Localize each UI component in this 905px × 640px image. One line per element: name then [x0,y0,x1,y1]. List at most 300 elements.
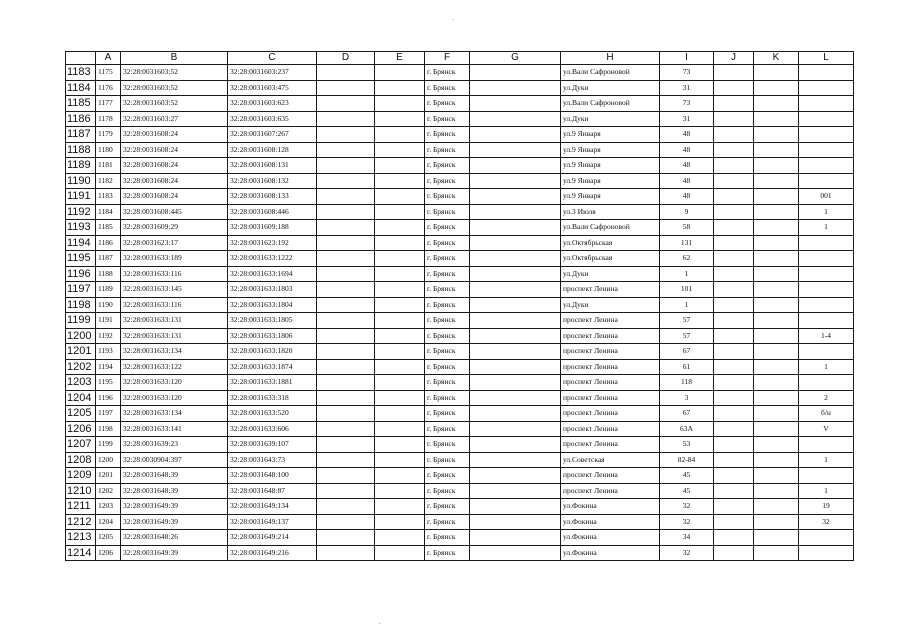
cell-h[interactable]: ул.Октябрьская [561,235,660,251]
cell-h[interactable]: ул.Фокина [561,499,660,515]
cell-g[interactable] [470,328,561,344]
cell-l[interactable] [799,173,854,189]
cell-j[interactable] [714,127,754,143]
cell-g[interactable] [470,251,561,267]
cell-h[interactable]: ул.Дуки [561,80,660,96]
cell-d[interactable] [317,313,375,329]
row-number[interactable]: 1189 [66,158,96,174]
cell-g[interactable] [470,142,561,158]
cell-b[interactable]: 32:28:0031603:52 [121,80,228,96]
row-number[interactable]: 1194 [66,235,96,251]
cell-d[interactable] [317,204,375,220]
cell-g[interactable] [470,313,561,329]
cell-l[interactable] [799,313,854,329]
cell-f[interactable]: г. Брянск [425,421,470,437]
cell-d[interactable] [317,406,375,422]
cell-h[interactable]: проспект Ленина [561,328,660,344]
column-header-f[interactable]: F [425,52,470,65]
cell-a[interactable]: 1177 [96,96,121,112]
cell-a[interactable]: 1202 [96,483,121,499]
row-number[interactable]: 1206 [66,421,96,437]
cell-k[interactable] [754,266,799,282]
cell-g[interactable] [470,483,561,499]
cell-d[interactable] [317,158,375,174]
cell-c[interactable]: 32:28:0031633:1803 [228,282,317,298]
cell-i[interactable]: 32 [660,499,714,515]
cell-h[interactable]: проспект Ленина [561,437,660,453]
cell-l[interactable] [799,437,854,453]
cell-k[interactable] [754,468,799,484]
cell-a[interactable]: 1193 [96,344,121,360]
cell-l[interactable] [799,344,854,360]
cell-k[interactable] [754,359,799,375]
cell-k[interactable] [754,406,799,422]
cell-c[interactable]: 32:28:0031608:128 [228,142,317,158]
cell-e[interactable] [375,266,425,282]
cell-j[interactable] [714,251,754,267]
cell-f[interactable]: г. Брянск [425,313,470,329]
cell-c[interactable]: 32:28:0031633:1694 [228,266,317,282]
cell-d[interactable] [317,127,375,143]
cell-j[interactable] [714,96,754,112]
row-number[interactable]: 1205 [66,406,96,422]
cell-d[interactable] [317,96,375,112]
cell-d[interactable] [317,452,375,468]
column-header-k[interactable]: K [754,52,799,65]
cell-d[interactable] [317,173,375,189]
cell-a[interactable]: 1181 [96,158,121,174]
cell-c[interactable]: 32:28:0031648:100 [228,468,317,484]
cell-h[interactable]: ул.Октябрьская [561,251,660,267]
cell-f[interactable]: г. Брянск [425,344,470,360]
cell-k[interactable] [754,251,799,267]
cell-a[interactable]: 1196 [96,390,121,406]
cell-e[interactable] [375,235,425,251]
cell-f[interactable]: г. Брянск [425,127,470,143]
cell-k[interactable] [754,344,799,360]
cell-l[interactable] [799,65,854,81]
cell-k[interactable] [754,111,799,127]
cell-h[interactable]: ул.9 Января [561,189,660,205]
cell-l[interactable]: V [799,421,854,437]
cell-e[interactable] [375,328,425,344]
cell-e[interactable] [375,111,425,127]
cell-a[interactable]: 1188 [96,266,121,282]
cell-a[interactable]: 1187 [96,251,121,267]
cell-l[interactable] [799,80,854,96]
row-number[interactable]: 1211 [66,499,96,515]
cell-k[interactable] [754,158,799,174]
row-number[interactable]: 1188 [66,142,96,158]
cell-l[interactable] [799,375,854,391]
cell-b[interactable]: 32:28:0031633:131 [121,313,228,329]
cell-l[interactable]: 1 [799,452,854,468]
cell-i[interactable]: 73 [660,65,714,81]
cell-l[interactable] [799,142,854,158]
cell-k[interactable] [754,80,799,96]
cell-j[interactable] [714,204,754,220]
cell-f[interactable]: г. Брянск [425,142,470,158]
cell-b[interactable]: 32:28:0031608:24 [121,173,228,189]
cell-c[interactable]: 32:28:0031633:318 [228,390,317,406]
cell-b[interactable]: 32:28:0031633:134 [121,344,228,360]
cell-e[interactable] [375,80,425,96]
row-number[interactable]: 1183 [66,65,96,81]
cell-i[interactable]: 1 [660,297,714,313]
cell-a[interactable]: 1175 [96,65,121,81]
cell-b[interactable]: 32:28:0031608:24 [121,142,228,158]
cell-d[interactable] [317,266,375,282]
cell-f[interactable]: г. Брянск [425,158,470,174]
cell-i[interactable]: 48 [660,142,714,158]
cell-b[interactable]: 32:28:0031603:52 [121,65,228,81]
cell-a[interactable]: 1195 [96,375,121,391]
cell-f[interactable]: г. Брянск [425,514,470,530]
cell-g[interactable] [470,282,561,298]
cell-f[interactable]: г. Брянск [425,483,470,499]
row-number[interactable]: 1193 [66,220,96,236]
cell-i[interactable]: 1 [660,266,714,282]
cell-j[interactable] [714,545,754,561]
cell-i[interactable]: 45 [660,468,714,484]
cell-d[interactable] [317,142,375,158]
cell-a[interactable]: 1192 [96,328,121,344]
cell-e[interactable] [375,390,425,406]
cell-j[interactable] [714,220,754,236]
cell-g[interactable] [470,344,561,360]
cell-j[interactable] [714,173,754,189]
cell-e[interactable] [375,127,425,143]
cell-b[interactable]: 32:28:0031633:116 [121,297,228,313]
cell-h[interactable]: проспект Ленина [561,375,660,391]
cell-i[interactable]: 48 [660,189,714,205]
cell-e[interactable] [375,359,425,375]
cell-g[interactable] [470,421,561,437]
cell-k[interactable] [754,127,799,143]
cell-d[interactable] [317,514,375,530]
cell-g[interactable] [470,530,561,546]
cell-b[interactable]: 32:28:0031648:39 [121,468,228,484]
cell-l[interactable] [799,266,854,282]
cell-c[interactable]: 32:28:0031649:214 [228,530,317,546]
cell-g[interactable] [470,204,561,220]
cell-l[interactable] [799,530,854,546]
cell-e[interactable] [375,297,425,313]
cell-b[interactable]: 32:28:0031633:134 [121,406,228,422]
cell-b[interactable]: 32:28:0031639:23 [121,437,228,453]
cell-d[interactable] [317,483,375,499]
cell-h[interactable]: проспект Ленина [561,390,660,406]
cell-g[interactable] [470,266,561,282]
cell-k[interactable] [754,297,799,313]
cell-f[interactable]: г. Брянск [425,406,470,422]
cell-c[interactable]: 32:28:0031608:132 [228,173,317,189]
cell-f[interactable]: г. Брянск [425,173,470,189]
cell-a[interactable]: 1184 [96,204,121,220]
cell-f[interactable]: г. Брянск [425,297,470,313]
cell-e[interactable] [375,220,425,236]
cell-a[interactable]: 1176 [96,80,121,96]
cell-d[interactable] [317,251,375,267]
cell-i[interactable]: 48 [660,158,714,174]
cell-a[interactable]: 1182 [96,173,121,189]
cell-j[interactable] [714,499,754,515]
cell-h[interactable]: ул.9 Января [561,173,660,189]
cell-g[interactable] [470,235,561,251]
cell-e[interactable] [375,173,425,189]
cell-i[interactable]: 9 [660,204,714,220]
cell-l[interactable]: б/н [799,406,854,422]
cell-j[interactable] [714,530,754,546]
cell-i[interactable]: 67 [660,406,714,422]
cell-c[interactable]: 32:28:0031603:237 [228,65,317,81]
row-number[interactable]: 1210 [66,483,96,499]
cell-b[interactable]: 32:28:0031633:120 [121,390,228,406]
cell-c[interactable]: 32:28:0031633:1820 [228,344,317,360]
cell-b[interactable]: 32:28:0031608:24 [121,127,228,143]
cell-e[interactable] [375,204,425,220]
cell-c[interactable]: 32:28:0031633:520 [228,406,317,422]
cell-l[interactable]: 1 [799,359,854,375]
cell-a[interactable]: 1180 [96,142,121,158]
row-number[interactable]: 1184 [66,80,96,96]
cell-g[interactable] [470,173,561,189]
cell-e[interactable] [375,142,425,158]
cell-b[interactable]: 32:28:0031648:26 [121,530,228,546]
cell-f[interactable]: г. Брянск [425,359,470,375]
cell-e[interactable] [375,406,425,422]
cell-c[interactable]: 32:28:0031639:107 [228,437,317,453]
cell-h[interactable]: ул.Дуки [561,111,660,127]
cell-g[interactable] [470,189,561,205]
cell-e[interactable] [375,499,425,515]
cell-d[interactable] [317,235,375,251]
cell-k[interactable] [754,173,799,189]
cell-f[interactable]: г. Брянск [425,251,470,267]
cell-e[interactable] [375,545,425,561]
cell-c[interactable]: 32:28:0031623:192 [228,235,317,251]
cell-i[interactable]: 67 [660,344,714,360]
cell-j[interactable] [714,390,754,406]
cell-j[interactable] [714,282,754,298]
cell-g[interactable] [470,127,561,143]
cell-i[interactable]: 48 [660,173,714,189]
cell-b[interactable]: 32:28:0031603:27 [121,111,228,127]
cell-i[interactable]: 58 [660,220,714,236]
cell-f[interactable]: г. Брянск [425,220,470,236]
cell-c[interactable]: 32:28:0031643:73 [228,452,317,468]
cell-f[interactable]: г. Брянск [425,530,470,546]
cell-c[interactable]: 32:28:0031633:1874 [228,359,317,375]
cell-h[interactable]: ул.9 Января [561,127,660,143]
cell-l[interactable] [799,468,854,484]
cell-f[interactable]: г. Брянск [425,390,470,406]
cell-i[interactable]: 63А [660,421,714,437]
cell-h[interactable]: проспект Ленина [561,282,660,298]
cell-k[interactable] [754,313,799,329]
cell-f[interactable]: г. Брянск [425,375,470,391]
cell-h[interactable]: ул.Фокина [561,514,660,530]
cell-e[interactable] [375,452,425,468]
cell-b[interactable]: 32:28:0031623:17 [121,235,228,251]
cell-g[interactable] [470,514,561,530]
cell-i[interactable]: 34 [660,530,714,546]
cell-l[interactable] [799,127,854,143]
row-number[interactable]: 1202 [66,359,96,375]
cell-b[interactable]: 32:28:0031608:24 [121,189,228,205]
column-header-b[interactable]: B [121,52,228,65]
cell-a[interactable]: 1199 [96,437,121,453]
cell-c[interactable]: 32:28:0031603:475 [228,80,317,96]
cell-l[interactable]: 1-4 [799,328,854,344]
cell-d[interactable] [317,344,375,360]
cell-h[interactable]: проспект Ленина [561,421,660,437]
cell-g[interactable] [470,80,561,96]
cell-i[interactable]: 73 [660,96,714,112]
cell-k[interactable] [754,483,799,499]
cell-i[interactable]: 53 [660,437,714,453]
cell-j[interactable] [714,297,754,313]
cell-h[interactable]: ул.Дуки [561,266,660,282]
cell-j[interactable] [714,189,754,205]
cell-b[interactable]: 32:28:0031633:145 [121,282,228,298]
cell-e[interactable] [375,437,425,453]
cell-a[interactable]: 1185 [96,220,121,236]
row-number[interactable]: 1203 [66,375,96,391]
cell-k[interactable] [754,189,799,205]
cell-c[interactable]: 32:28:0031633:1806 [228,328,317,344]
cell-c[interactable]: 32:28:0031649:137 [228,514,317,530]
cell-j[interactable] [714,483,754,499]
cell-b[interactable]: 32:28:0031649:39 [121,545,228,561]
cell-h[interactable]: проспект Ленина [561,359,660,375]
cell-h[interactable]: ул.Фокина [561,545,660,561]
cell-b[interactable]: 32:28:0031633:189 [121,251,228,267]
row-number[interactable]: 1208 [66,452,96,468]
row-number[interactable]: 1191 [66,189,96,205]
cell-j[interactable] [714,266,754,282]
cell-g[interactable] [470,158,561,174]
cell-d[interactable] [317,359,375,375]
cell-d[interactable] [317,468,375,484]
cell-l[interactable] [799,158,854,174]
row-number[interactable]: 1195 [66,251,96,267]
cell-i[interactable]: 31 [660,111,714,127]
cell-f[interactable]: г. Брянск [425,266,470,282]
cell-i[interactable]: 57 [660,313,714,329]
cell-i[interactable]: 82-84 [660,452,714,468]
cell-g[interactable] [470,406,561,422]
cell-l[interactable]: 32 [799,514,854,530]
row-number[interactable]: 1197 [66,282,96,298]
cell-j[interactable] [714,375,754,391]
cell-g[interactable] [470,499,561,515]
cell-h[interactable]: ул.Советская [561,452,660,468]
cell-a[interactable]: 1191 [96,313,121,329]
cell-c[interactable]: 32:28:0031603:635 [228,111,317,127]
cell-e[interactable] [375,282,425,298]
cell-j[interactable] [714,452,754,468]
cell-g[interactable] [470,96,561,112]
cell-j[interactable] [714,80,754,96]
cell-e[interactable] [375,530,425,546]
cell-e[interactable] [375,158,425,174]
cell-i[interactable]: 48 [660,127,714,143]
cell-d[interactable] [317,375,375,391]
row-number[interactable]: 1199 [66,313,96,329]
cell-i[interactable]: 31 [660,80,714,96]
cell-c[interactable]: 32:28:0031608:446 [228,204,317,220]
cell-l[interactable]: 19 [799,499,854,515]
cell-e[interactable] [375,189,425,205]
cell-g[interactable] [470,437,561,453]
cell-g[interactable] [470,375,561,391]
column-header-e[interactable]: E [375,52,425,65]
cell-b[interactable]: 32:28:0031633:131 [121,328,228,344]
cell-f[interactable]: г. Брянск [425,468,470,484]
cell-k[interactable] [754,545,799,561]
cell-f[interactable]: г. Брянск [425,80,470,96]
cell-g[interactable] [470,111,561,127]
cell-b[interactable]: 32:28:0031603:52 [121,96,228,112]
cell-c[interactable]: 32:28:0031603:623 [228,96,317,112]
cell-l[interactable]: 1 [799,483,854,499]
cell-j[interactable] [714,142,754,158]
cell-c[interactable]: 32:28:0031633:1222 [228,251,317,267]
cell-i[interactable]: 118 [660,375,714,391]
cell-i[interactable]: 62 [660,251,714,267]
cell-h[interactable]: ул.Вали Сафроновой [561,96,660,112]
cell-l[interactable] [799,96,854,112]
cell-l[interactable] [799,235,854,251]
cell-b[interactable]: 32:28:0031633:122 [121,359,228,375]
cell-c[interactable]: 32:28:0031609:188 [228,220,317,236]
cell-f[interactable]: г. Брянск [425,65,470,81]
column-header-i[interactable]: I [660,52,714,65]
cell-e[interactable] [375,344,425,360]
row-number[interactable]: 1200 [66,328,96,344]
column-header-h[interactable]: H [561,52,660,65]
cell-g[interactable] [470,297,561,313]
cell-i[interactable]: 32 [660,514,714,530]
cell-d[interactable] [317,530,375,546]
cell-f[interactable]: г. Брянск [425,452,470,468]
cell-d[interactable] [317,545,375,561]
column-header-a[interactable]: A [96,52,121,65]
row-number[interactable]: 1213 [66,530,96,546]
column-header-g[interactable]: G [470,52,561,65]
cell-k[interactable] [754,328,799,344]
cell-l[interactable] [799,111,854,127]
cell-h[interactable]: ул.Вали Сафроновой [561,65,660,81]
cell-k[interactable] [754,530,799,546]
cell-a[interactable]: 1189 [96,282,121,298]
cell-h[interactable]: ул.Фокина [561,530,660,546]
cell-e[interactable] [375,96,425,112]
cell-b[interactable]: 32:28:0031633:120 [121,375,228,391]
cell-j[interactable] [714,328,754,344]
cell-j[interactable] [714,158,754,174]
cell-k[interactable] [754,514,799,530]
cell-b[interactable]: 32:28:0031609:29 [121,220,228,236]
cell-f[interactable]: г. Брянск [425,545,470,561]
cell-l[interactable] [799,282,854,298]
cell-g[interactable] [470,545,561,561]
cell-f[interactable]: г. Брянск [425,96,470,112]
cell-h[interactable]: ул.Дуки [561,297,660,313]
cell-h[interactable]: проспект Ленина [561,406,660,422]
cell-j[interactable] [714,344,754,360]
